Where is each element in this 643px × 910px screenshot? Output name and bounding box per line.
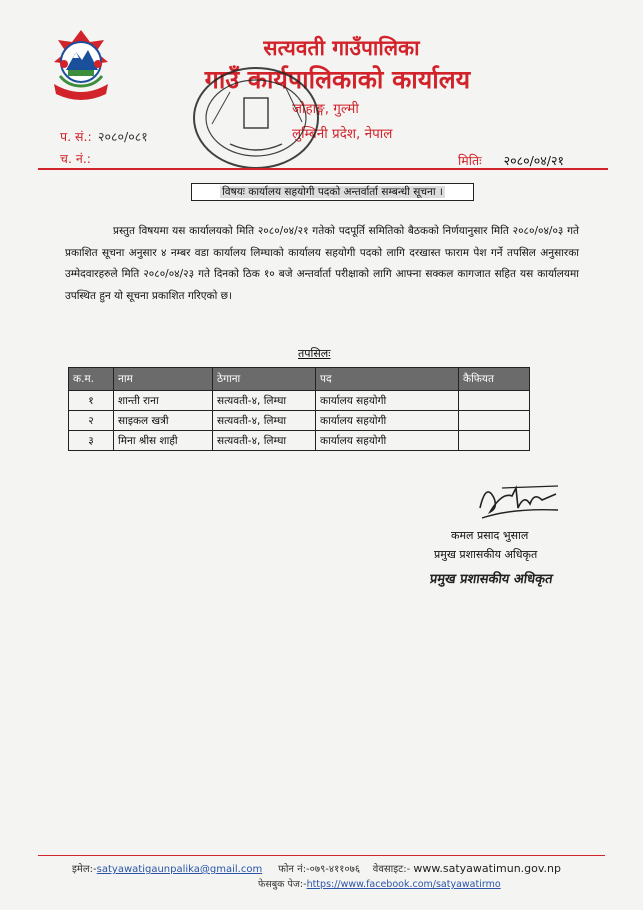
facebook-link[interactable]: https://www.facebook.com/satyawatirmo [306, 879, 501, 890]
date-label: मितिः [458, 153, 482, 168]
cell-remarks [459, 391, 530, 411]
handwritten-signature-icon [472, 478, 562, 526]
designation-stamp-icon [430, 564, 555, 590]
cell-serial: १ [69, 391, 114, 411]
municipality-name: सत्यवती गाउँपालिका [263, 36, 420, 60]
email-label: इमेल:- [72, 864, 97, 875]
cell-name: शान्ती राना [114, 391, 213, 411]
footer-contact [72, 861, 561, 875]
office-address: जोहाङ्ग, गुल्मी [292, 101, 359, 117]
table-row [69, 411, 530, 431]
footer-divider [38, 855, 605, 856]
table-header-row [69, 368, 530, 391]
svg-text:प्रमुख प्रशासकीय अधिकृत: प्रमुख प्रशासकीय अधिकृत [430, 572, 554, 587]
table-row [69, 391, 530, 411]
col-header-post: पद [316, 368, 459, 391]
facebook-label: फेसबुक पेज:- [258, 879, 307, 890]
date-value: २०८०/०४/२१ [503, 153, 565, 168]
candidate-table [68, 367, 530, 451]
cell-name: मिना श्रीस शाही [114, 431, 213, 451]
cell-post: कार्यालय सहयोगी [316, 411, 459, 431]
signer-name: कमल प्रसाद भुसाल [451, 529, 529, 542]
notice-body: प्रस्तुत विषयमा यस कार्यालयको मिति २०८०/०४/२१ गतेको पदपूर्ति समितिको बैठकको निर्णयानुसार मिति २०८०/०४/०३ गते प्रकाशित सूचना अनुसार ४ नम्बर वडा कार्यालय लिम्घाको कार्यालय सहयोगी पदको लागि दरखास्त फाराम पेश गर्ने तपसिल अनुसारका उम्मेदवारहरुले मिति २०८०/०४/२३ गते दिनको ठिक १० बजे अन्तर्वार्ता परीक्षाको लागि आफ्ना सक्कल कागजात सहित यस कार्यालयमा उपस्थित हुन यो सूचना प्रकाशित गरिएको छ। [65, 225, 579, 302]
col-header-serial: क.म. [69, 368, 114, 391]
cell-remarks [459, 411, 530, 431]
cell-post: कार्यालय सहयोगी [316, 431, 459, 451]
col-header-name: नाम [114, 368, 213, 391]
office-round-stamp-icon [190, 64, 322, 172]
patra-sankhya-label: प. सं.: [60, 129, 92, 144]
cell-serial: ३ [69, 431, 114, 451]
cell-address: सत्यवती-४, लिम्घा [213, 411, 316, 431]
table-caption: तपसिलः [298, 347, 331, 360]
notice-date [458, 152, 564, 169]
chalani-number [60, 150, 94, 167]
cell-address: सत्यवती-४, लिम्घा [213, 391, 316, 411]
cell-address: सत्यवती-४, लिम्घा [213, 431, 316, 451]
patra-sankhya-value: २०८०/०८१ [97, 129, 148, 144]
subject-text: विषयः कार्यालय सहयोगी पदको अन्तर्वार्ता सम्बन्धी सूचना । [222, 186, 443, 198]
email-link[interactable]: satyawatigaunpalika@gmail.com [96, 864, 263, 875]
table-row [69, 431, 530, 451]
website-label: वेवसाइट:- [372, 864, 411, 875]
phone-text: फोन नं:-०७९-४११०७६ [278, 864, 361, 875]
col-header-address: ठेगाना [213, 368, 316, 391]
signer-title: प्रमुख प्रशासकीय अधिकृत [434, 548, 538, 561]
col-header-remarks: कैफियत [459, 368, 530, 391]
subject-box [191, 183, 474, 201]
cell-remarks [459, 431, 530, 451]
office-name: गाउँ कार्यपालिकाको कार्यालय [204, 65, 471, 94]
province-country: लुम्बिनी प्रदेश, नेपाल [292, 126, 393, 142]
chalani-number-label: च. नं.: [60, 151, 92, 166]
website-link[interactable]: www.satyawatimun.gov.np [413, 862, 561, 875]
footer-facebook [258, 877, 501, 890]
cell-name: साइकल खत्री [114, 411, 213, 431]
patra-sankhya [60, 128, 148, 145]
cell-post: कार्यालय सहयोगी [316, 391, 459, 411]
cell-serial: २ [69, 411, 114, 431]
header-divider [38, 168, 608, 170]
